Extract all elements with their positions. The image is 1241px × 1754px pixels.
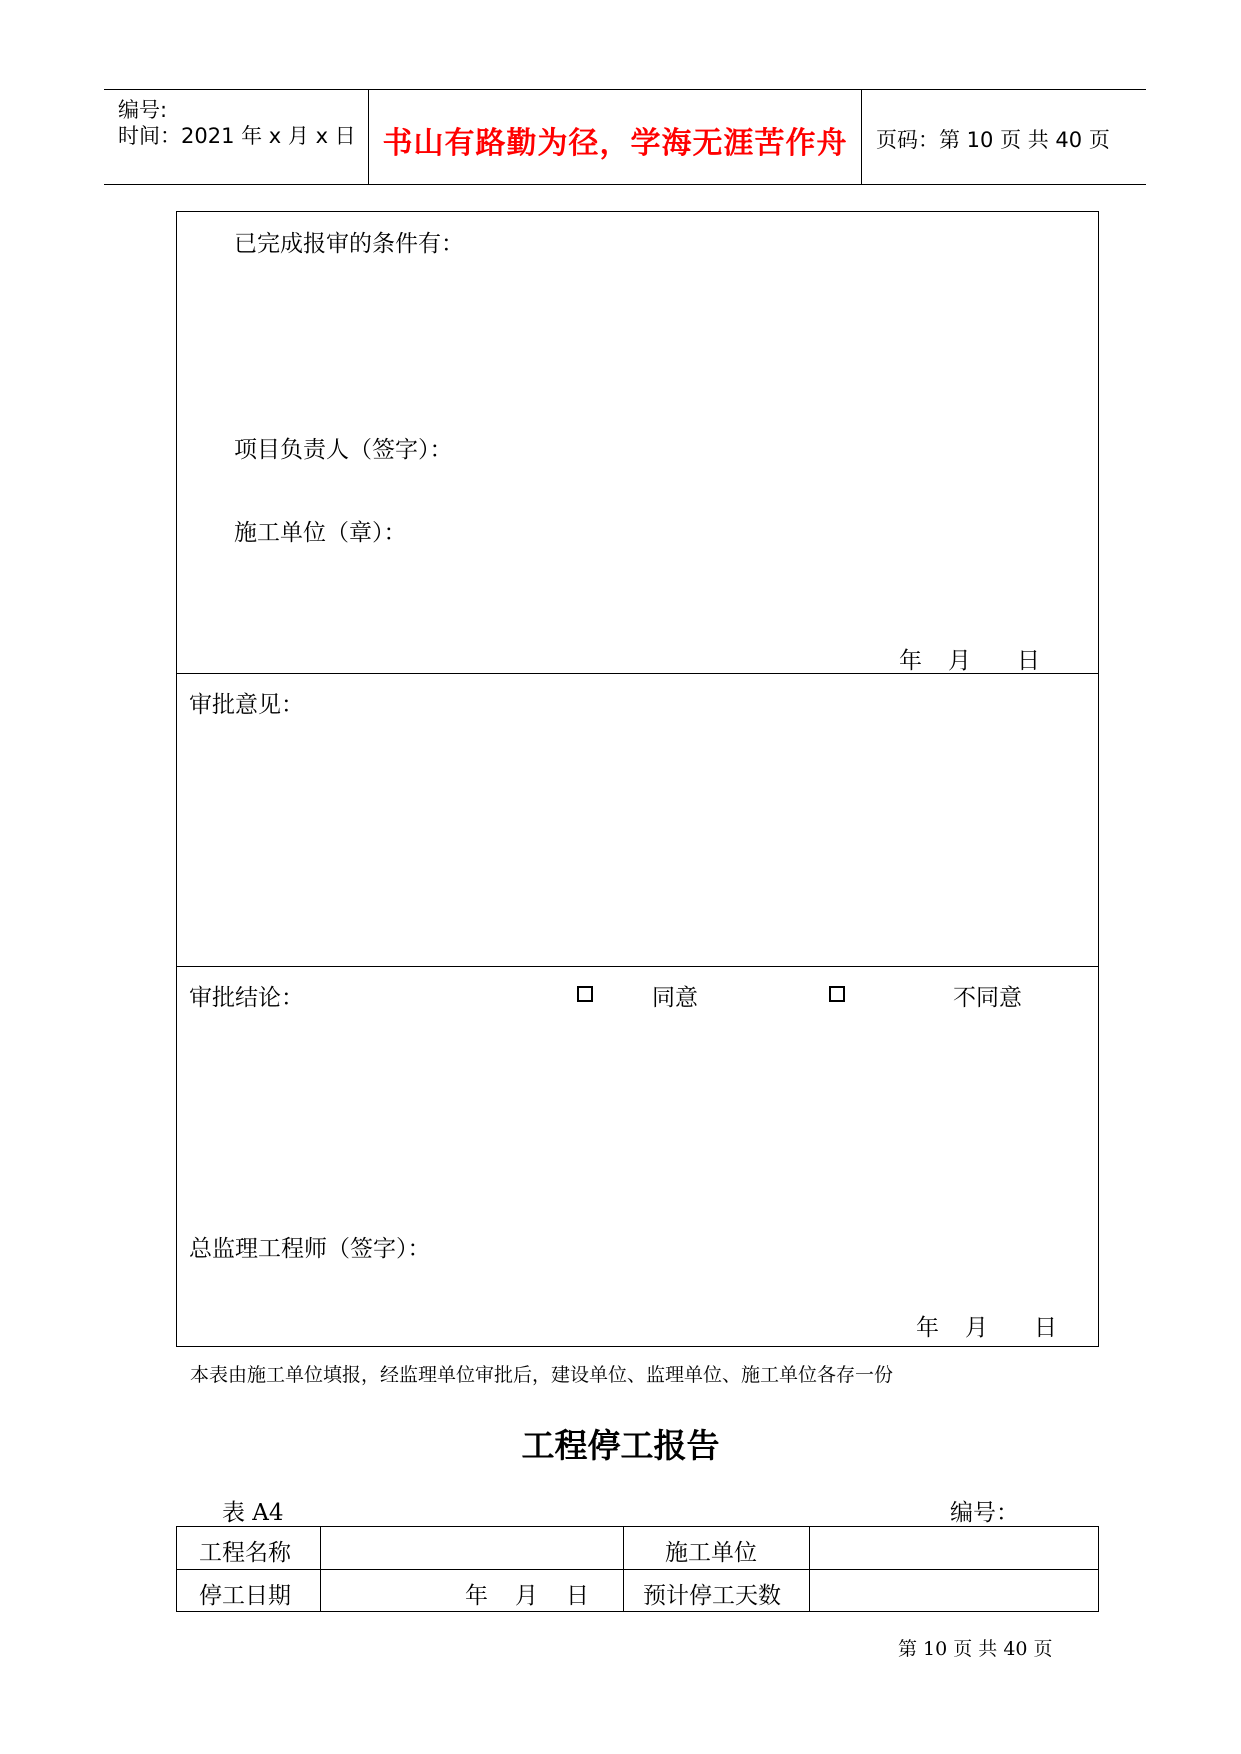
report-table — [176, 1526, 1099, 1612]
disagree-label: 不同意 — [953, 985, 1022, 1011]
signature-date-2 — [916, 1309, 1057, 1342]
stop-date-label: 停工日期 — [199, 1583, 291, 1609]
project-leader-label: 项目负责人（签字）： — [234, 437, 453, 463]
section-divider — [177, 966, 1098, 967]
approval-opinion-label: 审批意见： — [189, 692, 304, 718]
signature-date-1 — [899, 642, 1040, 675]
construction-unit-cell-label: 施工单位 — [665, 1540, 757, 1566]
header-slogan: 书山有路勤为径，学海无涯苦作舟 — [382, 126, 848, 161]
date-year: 年 — [916, 1315, 939, 1341]
date-year: 年 — [465, 1583, 488, 1609]
section-divider — [177, 673, 1098, 674]
expected-stop-days-label: 预计停工天数 — [643, 1583, 781, 1609]
date-month: 月 — [515, 1583, 538, 1609]
table-label: 表 A4 — [222, 1500, 284, 1526]
chief-supervisor-label: 总监理工程师（签字）： — [189, 1236, 431, 1262]
agree-checkbox[interactable] — [577, 986, 593, 1002]
conditions-label: 已完成报审的条件有： — [234, 231, 464, 257]
stop-date-value — [465, 1577, 589, 1610]
project-name-label: 工程名称 — [199, 1540, 291, 1566]
report-number-label: 编号： — [950, 1500, 1019, 1526]
date-month: 月 — [965, 1315, 988, 1341]
date-month: 月 — [948, 648, 971, 674]
page-header — [104, 89, 1146, 185]
approval-conclusion-label: 审批结论： — [189, 985, 304, 1011]
header-slogan-cell — [369, 90, 862, 184]
header-number-label: 编号: — [118, 98, 168, 122]
construction-unit-label: 施工单位（章）： — [234, 520, 407, 546]
form-footnote: 本表由施工单位填报，经监理单位审批后，建设单位、监理单位、施工单位各存一份 — [190, 1364, 894, 1386]
header-meta — [104, 90, 369, 184]
report-title: 工程停工报告 — [521, 1426, 720, 1465]
agree-label: 同意 — [652, 985, 698, 1011]
table-col-divider — [809, 1527, 810, 1611]
header-time: 时间：2021 年 x 月 x 日 — [118, 124, 356, 148]
page-footer: 第 10 页 共 40 页 — [898, 1638, 1053, 1660]
approval-form — [176, 211, 1099, 1347]
header-page-info: 页码：第 10 页 共 40 页 — [876, 128, 1110, 152]
header-page-cell — [862, 90, 1146, 184]
date-day: 日 — [1017, 648, 1040, 674]
table-col-divider — [623, 1527, 624, 1611]
date-year: 年 — [899, 648, 922, 674]
date-day: 日 — [1034, 1315, 1057, 1341]
date-day: 日 — [566, 1583, 589, 1609]
disagree-checkbox[interactable] — [829, 986, 845, 1002]
table-col-divider — [320, 1527, 321, 1611]
table-row-divider — [177, 1569, 1098, 1570]
